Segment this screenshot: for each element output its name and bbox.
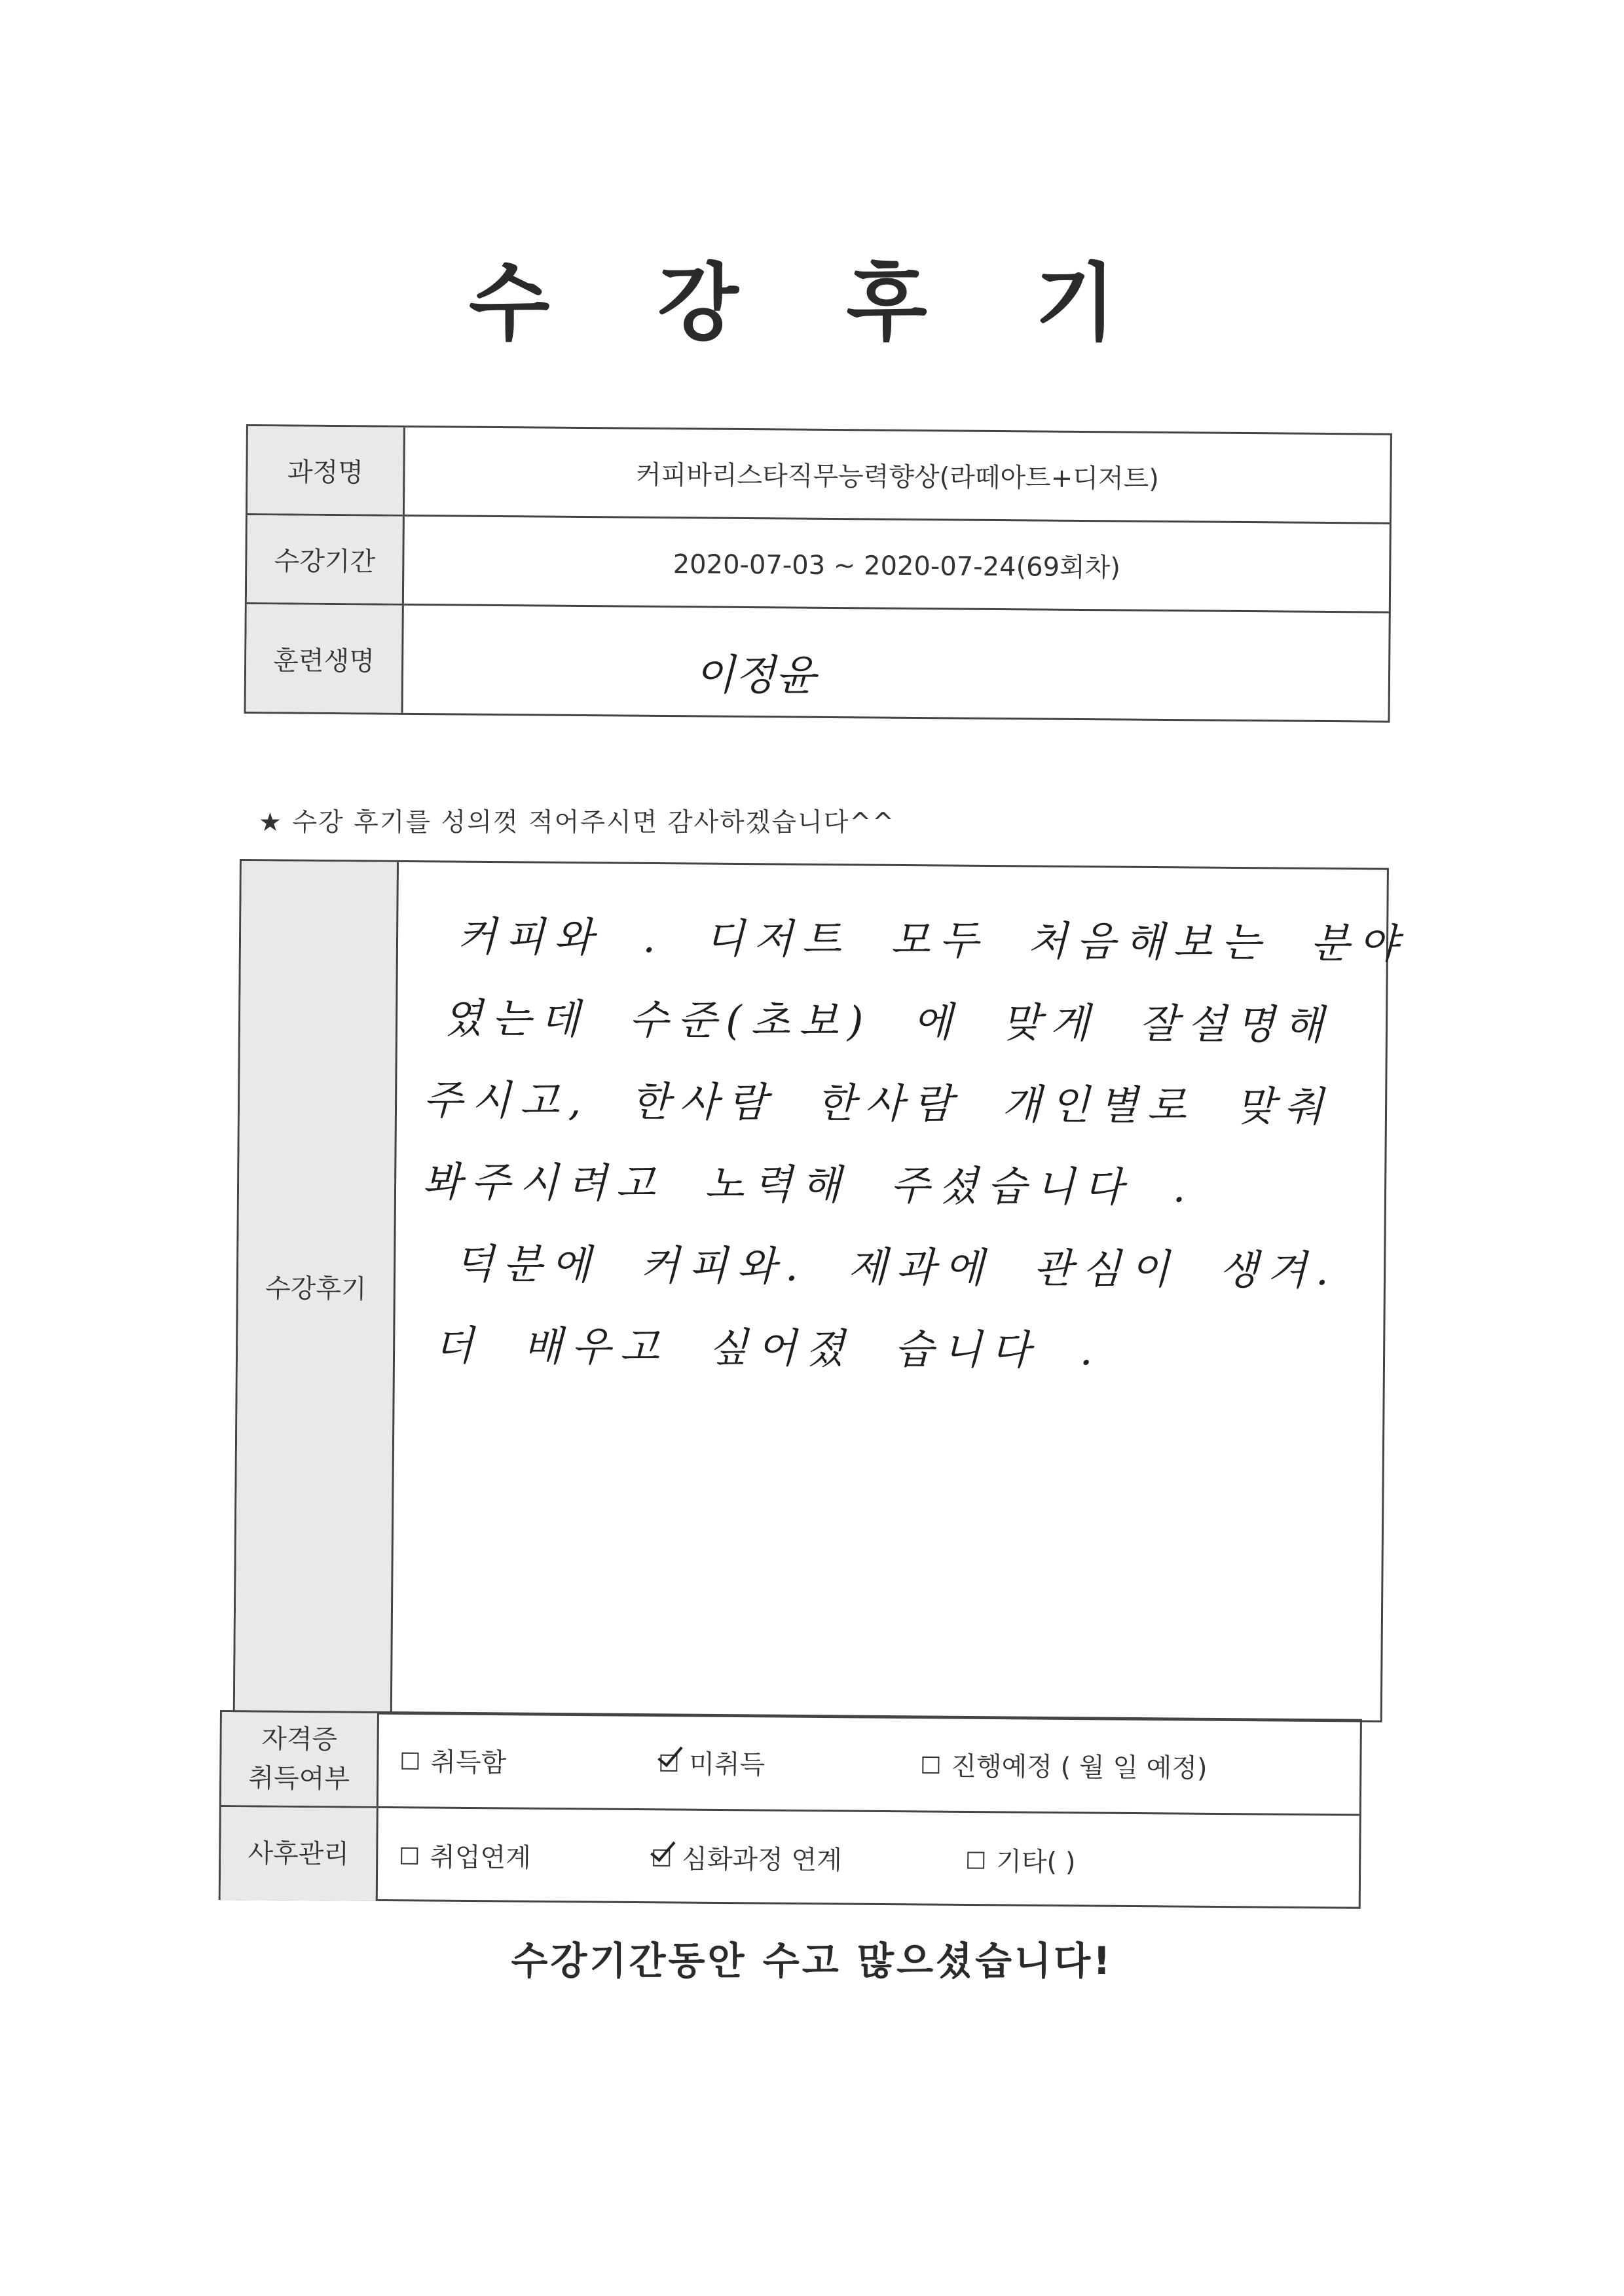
course-info-table <box>244 424 1392 723</box>
followup-row <box>221 1807 1359 1909</box>
closing-message: 수강기간동안 수고 많으셨습니다! <box>511 1939 1113 1983</box>
checkbox-unchecked[interactable] <box>401 1753 418 1770</box>
option-not-acquired[interactable] <box>660 1743 765 1781</box>
trainee-label: 훈련생명 <box>246 604 404 713</box>
trainee-row <box>246 604 1389 721</box>
course-label: 과정명 <box>248 426 405 515</box>
review-box <box>233 859 1407 1722</box>
checkbox-unchecked[interactable] <box>922 1757 939 1774</box>
option-job-link[interactable] <box>401 1836 531 1875</box>
notice-text: ★ 수강 후기를 성의껏 적어주시면 감사하겠습니다^^ <box>259 808 895 837</box>
course-value: 커피바리스타직무능력향상(라떼아트+디저트) <box>635 460 1160 494</box>
trainee-name: 이정윤 <box>693 651 817 701</box>
certification-label <box>221 1712 379 1806</box>
checkbox-unchecked[interactable] <box>401 1848 418 1865</box>
checkbox-checked[interactable] <box>660 1755 677 1772</box>
option-other-label: 기타( ) <box>996 1846 1076 1878</box>
review-line: 더 배우고 싶어졌 습니다 . <box>434 1321 1102 1375</box>
option-acquired[interactable] <box>401 1741 506 1779</box>
review-line: 덕분에 커피와. 제과에 관심이 생겨. <box>454 1239 1338 1295</box>
period-value: 2020-07-03 ~ 2020-07-24(69회차) <box>673 549 1121 583</box>
option-in-progress[interactable] <box>922 1745 1208 1785</box>
certification-label-line2: 취득여부 <box>248 1763 350 1795</box>
option-in-progress-label: 진행예정 ( 월 일 예정) <box>951 1751 1208 1784</box>
option-other[interactable] <box>967 1840 1076 1878</box>
option-advanced-course[interactable] <box>653 1838 842 1877</box>
status-table <box>219 1710 1362 1909</box>
checkbox-checked[interactable] <box>653 1850 670 1867</box>
review-line: 커피와 . 디저트 모두 처음해보는 분야 <box>456 912 1407 968</box>
option-job-link-label: 취업연계 <box>430 1842 531 1874</box>
review-label: 수강후기 <box>235 861 399 1713</box>
review-line: 주시고, 한사람 한사람 개인별로 맞춰 <box>422 1076 1333 1131</box>
checkbox-unchecked[interactable] <box>967 1851 984 1868</box>
period-row <box>247 515 1390 613</box>
review-line: 봐주시려고 노력해 주셨습니다 . <box>422 1157 1195 1212</box>
review-text <box>415 895 1407 1393</box>
option-not-acquired-label: 미취득 <box>689 1749 766 1781</box>
page-title: 수 강 후 기 <box>468 255 1156 352</box>
period-label: 수강기간 <box>247 515 405 604</box>
certification-row <box>221 1712 1360 1816</box>
review-line: 였는데 수준(초보) 에 맞게 잘설명해 <box>443 994 1333 1049</box>
option-advanced-course-label: 심화과정 연계 <box>682 1844 842 1876</box>
course-row <box>248 426 1390 524</box>
option-acquired-label: 취득함 <box>430 1747 507 1778</box>
followup-label: 사후관리 <box>221 1807 378 1901</box>
certification-label-line1: 자격증 <box>261 1724 338 1755</box>
trainee-value-cell <box>403 606 1389 721</box>
